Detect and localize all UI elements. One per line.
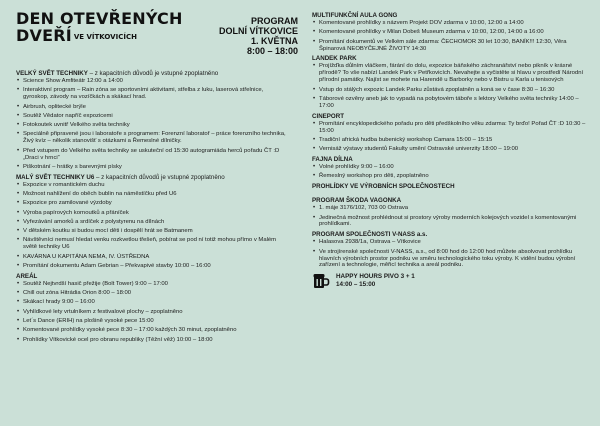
section-title (16, 70, 288, 78)
list-item: • Vstup do stálých expozic Landek Parku zůstává zpoplatněn a koná se v čase 8:30 – 16:30 (312, 87, 588, 94)
section-title: MULTIFUNKČNÍ AULA GONG (312, 12, 398, 19)
list-item: • Jedinečná možnost prohlédnout si prostory výroby moderních kolejových vozidel s komentovanými prohlídkami. (312, 215, 588, 229)
title-line-1: DEN OTEVŘENÝCH (16, 9, 183, 28)
section-aula-gong (312, 12, 588, 52)
section-list (16, 281, 288, 344)
list-item: • Expozice v romantickém duchu (16, 182, 288, 189)
section-list (16, 182, 288, 270)
happy-hours-text (336, 273, 415, 289)
list-item: • Návštěvníci nemusí hledat venku rozkvetlou třešeň, pobírat se pod ní totiž mohou přímo v Malém světě techniky U6 (16, 237, 288, 251)
section-title: PROGRAM SPOLEČNOSTI V-NASS a.s. (312, 231, 428, 239)
list-item: • Komentované prohlídky vysoké pece 8:30 – 17:00 každých 30 minut, zpoplatněno (16, 327, 288, 334)
list-item: • Piškotnání – hrátky s barevnými písky (16, 164, 288, 171)
list-item: • Expozice pro zamilované výzdoby (16, 200, 288, 207)
program-heading (219, 16, 298, 56)
section-list (16, 78, 288, 171)
section-prohlidky-vyroba (312, 183, 588, 191)
section-v-nass (312, 231, 588, 269)
section-list (312, 63, 588, 109)
list-item: • Speciálně připravené jsou i laboratoře s programem: Forenzní laboratoř – práce forenzního technika, Živý kvíz – několik stanovišť s otázkami a Řemeslné dílničky. (16, 131, 288, 145)
beer-mug-icon (312, 273, 330, 289)
section-title-text: MALÝ SVĚT TECHNIKY U6 (16, 173, 95, 181)
list-item: • Airbrush, oplitecké brýle (16, 104, 288, 111)
program-date: 1. KVĚTNA (250, 36, 298, 46)
list-item: • Science Show Amfiteátr 12:00 a 14:00 (16, 78, 288, 85)
page-title (16, 10, 183, 46)
section-title: PROGRAM ŠKODA VAGONKA (312, 197, 402, 205)
list-item: • Projížďka důlním vláčkem, fárání do dolu, expozice báňského záchranářství nebo pikník v krásné přírodě? To vše nabízí Landek Park v Petřkovicích. Nevahejte a vyčistěte si hlavu v prostředí Národní přírodní památky. Najíst se mohete na Harendě u Barborky nebo v Bistru u Karla u tenisových (312, 63, 588, 84)
section-title: PROHLÍDKY VE VÝROBNÍCH SPOLEČNOSTECH (312, 183, 455, 191)
program-label: PROGRAM (251, 16, 298, 26)
section-velky-svet-techniky (16, 70, 288, 171)
list-item: • Volné prohlídky 9:00 – 16:00 (312, 164, 588, 171)
title-line-2-main: DVEŘÍ (16, 26, 72, 45)
list-item: • Halasova 2938/1a, Ostrava – Vítkovice (312, 239, 588, 246)
list-item: • Chill out zóna Hitrádia Orion 8:00 – 18:00 (16, 290, 288, 297)
right-column (312, 12, 588, 289)
left-column (16, 9, 298, 347)
title-line-2 (16, 27, 183, 46)
list-item: • Vyřezávání amorků a srdíček z polystyrenu na dílnách (16, 219, 288, 226)
section-list (312, 205, 588, 228)
section-title: CINEPORT (312, 112, 344, 120)
section-maly-svet-techniky (16, 174, 288, 270)
list-item: • Soutěž Nejtvrdší hasič přežije (Bolt Tower) 9:00 – 17:00 (16, 281, 288, 288)
list-item: • 1. máje 3176/102, 703 00 Ostrava (312, 205, 588, 212)
section-title-desc: – z kapacitních důvodů je vstupné zpoplatněno (94, 173, 225, 181)
list-item: • Řemeslný workshop pro děti, zpoplatněno (312, 173, 588, 180)
section-list (312, 121, 588, 153)
list-item: • Promítání encyklopedického pořadu pro děti předškolního věku zdarma: Ty brďo! Pořad ČT :D 10:30 – 15:00 (312, 121, 588, 135)
section-list (312, 239, 588, 269)
list-item: • Možnost nahlížení do oběch bublin na náměstíčku před U6 (16, 191, 288, 198)
list-item: • Komentované prohlídky v Milan Dobeš Museum zdarma v 10:00, 12:00, 14:00 a 16:00 (312, 29, 588, 36)
section-title (16, 174, 288, 182)
section-list (312, 20, 588, 52)
section-landek-park (312, 55, 588, 109)
section-title-text: VELKÝ SVĚT TECHNIKY (16, 70, 88, 77)
section-title-desc: – z kapacitních důvodů je vstupné zpoplatněno (87, 70, 219, 77)
happy-hours (312, 273, 588, 289)
section-fajna-dilna (312, 156, 588, 180)
list-item: • Interaktivní program – Rain zóna se sportovními aktivitami, střelba z luku, laserová střelnice, gyroskop, závody na vozíčkách a skákací hrad. (16, 87, 288, 101)
list-item: • Promítání dokumentů ve Velkém sále zdarma: ČECHOMOR 30 let 10:30, BANÍK!!! 12:30, Věra Špinarová NEOBYČEJNÉ ŽIVOTY 14:30 (312, 39, 588, 53)
list-item: • Ve strojírenské společnosti V-NASS, a.s., od 8:00 hod do 12:00 hod můžete absolvovat prohlídku hlavních výrobních prostor podniku ve směru technologického toku výroby. K vidění budou výrobní zařízení a technologie, měřicí technika a areál podniku. (312, 249, 588, 270)
section-skoda-vagonka (312, 197, 588, 228)
list-item: • Soutěž Vědator napříč expozicemi (16, 113, 288, 120)
section-title: FAJNA DÍLNA (312, 156, 353, 164)
section-list (312, 164, 588, 180)
happy-hours-title: HAPPY HOURS PIVO 3 + 1 (336, 273, 415, 281)
list-item: • Promítání dokumentu Adam Gebrian – Překvapivé stavby 10:00 – 16:00 (16, 263, 288, 270)
title-subtitle: VE VÍTKOVICÍCH (73, 33, 137, 41)
list-item: • KAVÁRNA U KAPITÁNA NEMA, IV. ÚSTŘEDNA (16, 254, 288, 261)
list-item: • Prohlídky Vítkovické ocel pro obranu republiky (Těžní věž) 10:00 – 18:00 (16, 337, 288, 344)
list-item: • Táborové ozvěny aneb jak to vypadá na pobytovém táboře s lektory Velkého světa techniky 14:00 – 17:00 (312, 96, 588, 110)
list-item: • Tradiční africká hudba bubenický workshop Camara 15:00 – 15:15 (312, 137, 588, 144)
section-cineport (312, 113, 588, 153)
happy-hours-time: 14:00 – 15:00 (336, 281, 376, 289)
program-venue: DOLNÍ VÍTKOVICE (218, 26, 298, 36)
section-title: LANDEK PARK (312, 55, 357, 63)
header (16, 9, 298, 70)
list-item: • Před vstupem do Velkého světa techniky se uskuteční od 15:30 autogramiáda herců pořadu ČT :D „Draci v hrnci“ (16, 148, 288, 162)
list-item: • Vernisáž výstavy studentů Fakulty umění Ostravské univerzity 18:00 – 19:00 (312, 146, 588, 153)
list-item: • Výroba papírových kornoutků a přáníček (16, 210, 288, 217)
list-item: • Skákací hrady 9:00 – 16:00 (16, 299, 288, 306)
list-item: • Let´s Dance (ERIH) na plošině vysoké pece 15:00 (16, 318, 288, 325)
list-item: • Fotokoutek uvnitř Velkého světa techniky (16, 122, 288, 129)
list-item: • Vyhlídkové lety vrtulníkem z festivalové plochy – zpoplatněno (16, 309, 288, 316)
section-title: AREÁL (16, 272, 38, 280)
list-item: • Komentované prohlídky s názvem Projekt DOV zdarma v 10:00, 12:00 a 14:00 (312, 20, 588, 27)
list-item: • V dětském koutku si budou mocí děti i dospělí hrát se Batmanem (16, 228, 288, 235)
section-areal (16, 273, 288, 344)
program-time: 8:00 – 18:00 (246, 46, 298, 56)
